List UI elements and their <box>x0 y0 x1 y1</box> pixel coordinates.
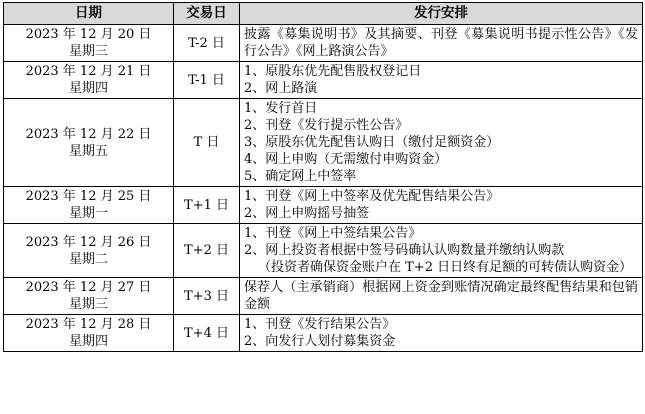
arrangement-item: 披露《募集说明书》及其摘要、刊登《募集说明书提示性公告》《发行公告》《网上路演公告》 <box>244 27 638 59</box>
header-date: 日期 <box>4 3 174 25</box>
arrangement-item: 2、网上投资者根据中签号码确认认购数量并缴纳认购款 <box>244 243 565 258</box>
table-header-row <box>4 3 643 25</box>
arrangement-item: 5、确定网上中签率 <box>244 169 357 184</box>
date-cell <box>4 224 174 278</box>
date-text: 2023 年 12 月 28 日 <box>25 317 152 332</box>
trading-day-cell: T+3 日 <box>174 278 240 315</box>
date-text: 2023 年 12 月 27 日 <box>25 280 152 295</box>
date-cell <box>4 187 174 224</box>
weekday-text: 星期五 <box>68 143 108 159</box>
arrangement-cell <box>240 25 643 62</box>
trading-day-cell: T-1 日 <box>174 62 240 99</box>
header-issuance-arrangement: 发行安排 <box>240 3 643 25</box>
arrangement-cell <box>240 187 643 224</box>
table-row <box>4 25 643 62</box>
date-text: 2023 年 12 月 25 日 <box>25 189 152 204</box>
date-text: 2023 年 12 月 21 日 <box>25 64 152 79</box>
date-cell <box>4 25 174 62</box>
arrangement-item: 2、网上路演 <box>244 81 318 96</box>
weekday-text: 星期二 <box>68 251 108 267</box>
arrangement-cell <box>240 278 643 315</box>
table-row <box>4 224 643 278</box>
arrangement-item: 1、发行首日 <box>244 101 318 116</box>
arrangement-cell <box>240 62 643 99</box>
date-text: 2023 年 12 月 22 日 <box>25 126 152 142</box>
arrangement-item: 2、网上申购摇号抽签 <box>244 206 370 221</box>
table-row <box>4 187 643 224</box>
trading-day-cell: T 日 <box>174 99 240 187</box>
weekday-text: 星期四 <box>68 81 108 96</box>
arrangement-cell <box>240 99 643 187</box>
weekday-text: 星期一 <box>68 206 108 221</box>
trading-day-cell: T-2 日 <box>174 25 240 62</box>
table-body <box>4 25 643 352</box>
date-cell <box>4 315 174 352</box>
table-row <box>4 99 643 187</box>
arrangement-item: 2、向发行人划付募集资金 <box>244 334 396 349</box>
trading-day-cell: T+4 日 <box>174 315 240 352</box>
trading-day-cell: T+1 日 <box>174 187 240 224</box>
header-trading-day: 交易日 <box>174 3 240 25</box>
arrangement-item: 1、刊登《网上中签结果公告》 <box>244 226 422 241</box>
table-row <box>4 278 643 315</box>
weekday-text: 星期四 <box>68 334 108 349</box>
arrangement-cell <box>240 224 643 278</box>
arrangement-item: 4、网上申购（无需缴付申购资金） <box>244 152 448 167</box>
arrangement-item: 1、原股东优先配售股权登记日 <box>244 64 422 79</box>
arrangement-item: 1、刊登《发行结果公告》 <box>244 317 396 332</box>
weekday-text: 星期三 <box>68 44 108 59</box>
arrangement-cell <box>240 315 643 352</box>
table-row <box>4 315 643 352</box>
date-text: 2023 年 12 月 20 日 <box>25 27 152 42</box>
date-text: 2023 年 12 月 26 日 <box>25 234 152 250</box>
date-cell <box>4 62 174 99</box>
arrangement-item: 2、刊登《发行提示性公告》 <box>244 118 409 133</box>
weekday-text: 星期三 <box>68 297 108 312</box>
arrangement-item: （投资者确保资金账户在 T+2 日日终有足额的可转债认购资金） <box>258 260 633 275</box>
date-cell <box>4 278 174 315</box>
issuance-schedule-table <box>3 2 643 352</box>
table-row <box>4 62 643 99</box>
date-cell <box>4 99 174 187</box>
arrangement-item: 3、原股东优先配售认购日（缴付足额资金） <box>244 135 500 150</box>
trading-day-cell: T+2 日 <box>174 224 240 278</box>
arrangement-item: 保荐人（主承销商）根据网上资金到账情况确定最终配售结果和包销金额 <box>244 280 638 312</box>
arrangement-item: 1、刊登《网上中签率及优先配售结果公告》 <box>244 189 500 204</box>
